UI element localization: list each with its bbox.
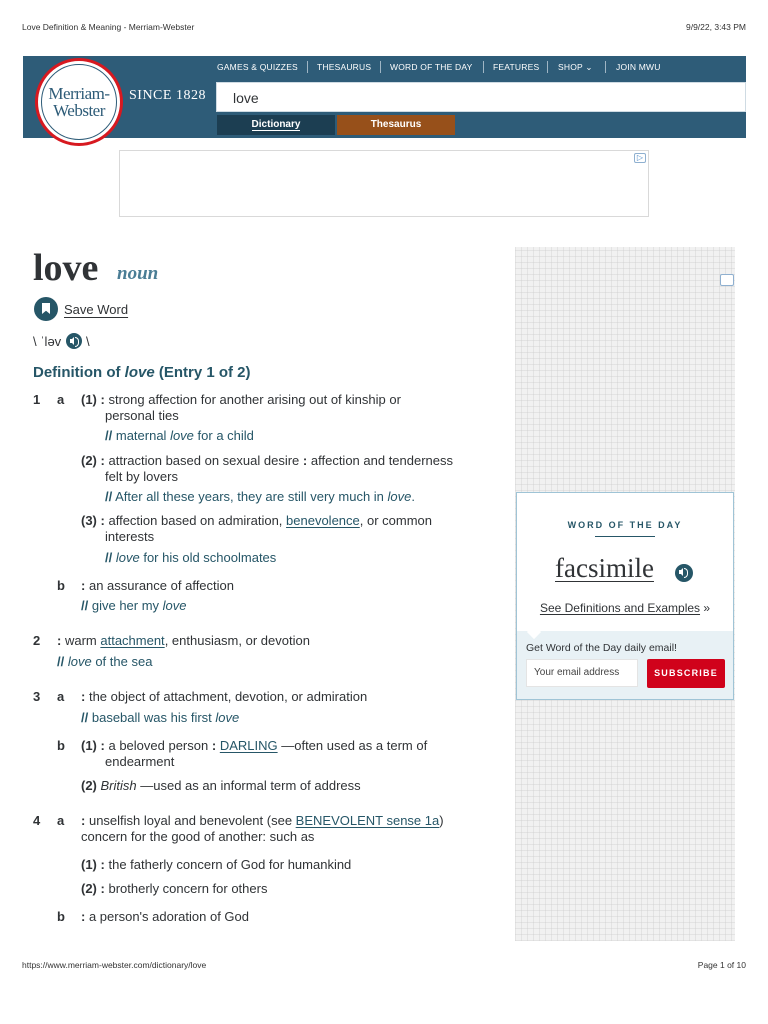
example-text: for his old schoolmates [139,550,277,565]
nav-shop-label: SHOP [558,62,583,72]
example-word: love [170,428,194,443]
nav-games-quizzes[interactable]: GAMES & QUIZZES [217,62,298,72]
def-text: warm [64,633,101,648]
sense-4b [81,909,249,925]
def-text: the object of attachment, devotion, or admiration [88,689,368,704]
colon: : [57,633,62,648]
usage-label: British [100,778,137,793]
subsense-num: (2) [81,881,97,896]
pron-close: \ [86,334,90,349]
example-word: love [215,710,240,725]
email-placeholder: Your email address [534,667,620,678]
since-label: SINCE 1828 [129,88,206,103]
def-text: strong affection for another arising out of kinship or [108,392,401,407]
nav-divider [380,61,381,73]
nav-divider [547,61,548,73]
def-text: the fatherly concern of God for humankind [108,857,352,872]
heading-pre: Definition of [33,364,125,381]
sense-letter: b [57,578,65,593]
tab-dictionary[interactable] [217,115,335,135]
wotd-link-suffix: » [700,601,711,615]
example-slashes: // [57,654,65,669]
sense-number: 2 [33,633,41,648]
benevolence-link[interactable]: benevolence [286,513,360,528]
example-text: baseball was his first [91,710,216,725]
sense-3a [81,689,367,705]
nav-shop[interactable] [558,62,593,73]
search-input[interactable] [216,82,746,112]
colon: : [302,453,308,468]
sense-3b1-line2: endearment [105,754,175,769]
sense-number: 4 [33,813,41,828]
def-text: —used as an informal term of address [136,778,361,793]
nav-divider [483,61,484,73]
colon: : [100,392,105,407]
benevolent-sense-link[interactable]: BENEVOLENT sense 1a [295,813,440,828]
colon: : [100,453,105,468]
speaker-icon[interactable] [66,333,82,349]
attachment-link[interactable]: attachment [100,633,165,648]
nav-word-of-the-day[interactable]: WORD OF THE DAY [390,62,473,72]
sense-number: 3 [33,689,41,704]
mw-logo[interactable] [35,58,123,146]
headword: love [33,247,99,289]
example-sentence [105,550,276,565]
bookmark-icon[interactable] [34,297,58,321]
example-sentence [105,428,254,443]
sense-1a2 [81,453,501,469]
example-slashes: // [81,598,89,613]
colon: : [100,513,105,528]
definition-heading [33,364,251,381]
example-word: love [162,598,187,613]
print-datetime: 9/9/22, 3:43 PM [685,22,746,32]
def-text: attraction based on sexual desire [108,453,300,468]
example-word: love [115,550,140,565]
colon: : [100,857,105,872]
def-text: , or common [359,513,433,528]
sense-1a2-line2: felt by lovers [105,469,178,484]
email-field[interactable] [526,659,638,687]
search-value: love [233,90,259,106]
logo-text [38,85,120,119]
wotd-word-text: facsimile [555,553,654,583]
subsense-num: (1) [81,738,97,753]
sense-letter: a [57,392,65,407]
def-text: , enthusiasm, or devotion [164,633,310,648]
site-header [23,56,746,138]
sense-2 [57,633,310,649]
sense-4a-line2: concern for the good of another: such as [81,829,315,844]
nav-join-mwu[interactable]: JOIN MWU [616,62,661,72]
sense-1a1-line2: personal ties [105,408,179,423]
def-text: ) [439,813,444,828]
example-text: maternal [115,428,171,443]
example-sentence [57,654,152,669]
sense-1a3 [81,513,501,529]
nav-features[interactable]: FEATURES [493,62,540,72]
example-text: for a child [193,428,254,443]
example-text: of the sea [91,654,153,669]
sense-letter: b [57,909,65,924]
sense-3b1 [81,738,501,754]
example-sentence [81,598,187,613]
def-text: brotherly concern for others [108,881,268,896]
def-text: —often used as a term of [277,738,428,753]
sense-4a [81,813,501,829]
example-sentence [81,710,239,725]
save-word-button[interactable]: Save Word [64,302,129,317]
wotd-link-text: See Definitions and Examples [539,601,701,615]
wotd-definitions-link[interactable] [517,601,733,615]
sense-1b [81,578,234,594]
subsense-num: (3) [81,513,97,528]
colon: : [81,909,86,924]
nav-divider [605,61,606,73]
sense-4a1 [81,857,351,873]
example-text: give her my [91,598,163,613]
def-text: unselfish loyal and benevolent (see [88,813,296,828]
sense-1a1 [81,392,491,408]
subscribe-button[interactable]: SUBSCRIBE [647,659,725,688]
def-text: affection and tenderness [310,453,454,468]
logo-line-2: Webster [53,101,105,120]
wotd-divider [595,536,655,537]
example-slashes: // [105,489,113,504]
example-slashes: // [81,710,89,725]
example-text: After all these years, they are still very much in [115,489,388,504]
sense-letter: a [57,813,65,828]
print-url: https://www.merriam-webster.com/dictionary/love [22,960,207,970]
speaker-icon[interactable] [675,564,693,582]
subsense-num: (2) [81,453,97,468]
sense-4a2 [81,881,267,897]
wotd-email-label: Get Word of the Day daily email! [526,642,677,654]
darling-link[interactable]: DARLING [219,738,278,753]
example-sentence [105,489,415,504]
tab-dictionary-label: Dictionary [251,119,301,130]
wotd-word[interactable] [555,553,654,584]
example-word: love [387,489,412,504]
print-title: Love Definition & Meaning - Merriam-Webster [22,22,195,32]
ad-choices-icon[interactable] [720,274,734,286]
subsense-num: (2) [81,778,97,793]
nav-divider [307,61,308,73]
heading-post: (Entry 1 of 2) [154,364,251,381]
def-text: a person's adoration of God [88,909,249,924]
sense-number: 1 [33,392,41,407]
top-ad[interactable] [119,150,649,217]
colon: : [81,578,86,593]
example-slashes: // [105,428,113,443]
print-page-number: Page 1 of 10 [697,960,746,970]
nav-thesaurus[interactable]: THESAURUS [317,62,372,72]
colon: : [81,689,86,704]
subsense-num: (1) [81,392,97,407]
sense-3b2 [81,778,361,794]
sense-letter: b [57,738,65,753]
logo-line-1: Merriam- [48,84,110,103]
def-text: an assurance of affection [88,578,234,593]
def-text: affection based on admiration, [108,513,287,528]
word-of-the-day-widget [516,492,734,700]
example-text: . [411,489,416,504]
pron-text: \ ˈləv [33,334,62,349]
colon: : [81,813,86,828]
part-of-speech[interactable]: noun [117,263,159,284]
subsense-num: (1) [81,857,97,872]
def-text: a beloved person [108,738,212,753]
sense-1a3-line2: interests [105,529,155,544]
colon: : [100,738,105,753]
chevron-down-icon: ⌄ [585,62,593,72]
example-slashes: // [105,550,113,565]
sense-letter: a [57,689,65,704]
heading-word: love [124,364,155,381]
wotd-title: WORD OF THE DAY [567,520,683,530]
tab-thesaurus[interactable]: Thesaurus [337,115,455,135]
colon: : [100,881,105,896]
ad-choices-icon[interactable]: ▷ [634,153,646,163]
colon: : [211,738,217,753]
example-word: love [67,654,92,669]
